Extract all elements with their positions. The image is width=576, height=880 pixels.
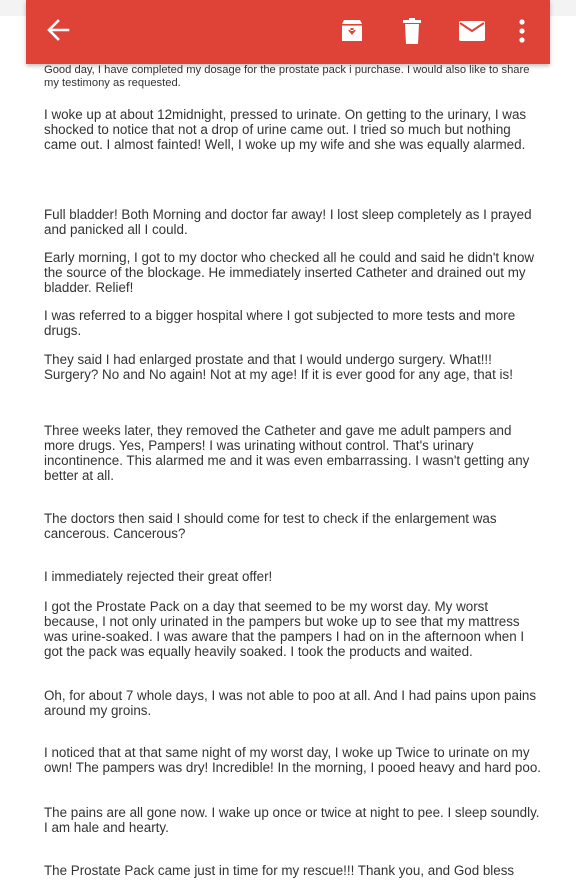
email-paragraph: I noticed that at that same night of my worst day, I woke up Twice to urinate on my own! The pampers was dry! Incredible! In the morning, I pooed heavy and hard poo. (44, 745, 541, 775)
mail-icon[interactable] (458, 20, 486, 42)
archive-icon[interactable] (340, 18, 364, 44)
email-paragraph: Good day, I have completed my dosage for the prostate pack i purchase. I would also like to share my testimony as requested. (44, 64, 530, 89)
delete-icon[interactable] (401, 17, 423, 45)
email-paragraph: The pains are all gone now. I wake up once or twice at night to pee. I sleep soundly. I am hale and hearty. (44, 805, 540, 835)
back-icon[interactable] (44, 16, 72, 44)
app-toolbar (26, 0, 550, 64)
email-paragraph: I woke up at about 12midnight, pressed to urinate. On getting to the urinary, I was shocked to notice that not a drop of urine came out. I tried so much but nothing came out. I almost fainted! Well, I woke up my wife and she was equally alarmed. (44, 107, 527, 152)
email-paragraph: I immediately rejected their great offer! (44, 569, 273, 584)
email-paragraph: I was referred to a bigger hospital where I got subjected to more tests and more drugs. (44, 308, 516, 338)
email-paragraph: The Prostate Pack came just in time for my rescue!!! Thank you, and God bless (44, 863, 515, 878)
email-paragraph: The doctors then said I should come for test to check if the enlargement was cancerous. Cancerous? (44, 511, 497, 541)
email-paragraph: They said I had enlarged prostate and that I would undergo surgery. What!!! Surgery? No and No again! Not at my age! If it is ever good for any age, that is! (44, 352, 513, 382)
email-paragraph: Three weeks later, they removed the Catheter and gave me adult pampers and more drugs. Yes, Pampers! I was urinating without control. That's urinary incontinence. This alarmed me and it was even embarrassing. I wasn't getting any better at all. (44, 423, 530, 483)
email-paragraph: Oh, for about 7 whole days, I was not able to poo at all. And I had pains upon pains around my groins. (44, 688, 537, 718)
email-paragraph: Early morning, I got to my doctor who checked all he could and said he didn't know the source of the blockage. He immediately inserted Catheter and drained out my bladder. Relief! (44, 250, 535, 295)
more-vertical-icon[interactable] (516, 18, 528, 44)
email-paragraph: Full bladder! Both Morning and doctor far away! I lost sleep completely as I prayed and panicked all I could. (44, 207, 532, 237)
email-paragraph: I got the Prostate Pack on a day that seemed to be my worst day. My worst because, I not only urinated in the pampers but woke up to see that my mattress was urine-soaked. I was aware that the pampers I had on in the afternoon when I got the pack was equally heavily soaked. I took the products and waited. (44, 599, 525, 659)
